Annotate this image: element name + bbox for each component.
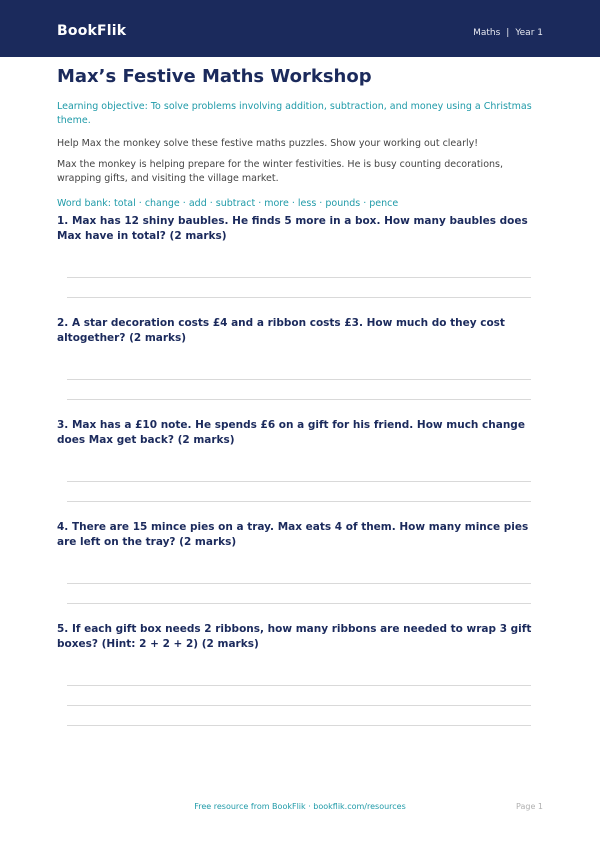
page-number: Page 1 [516, 802, 543, 811]
question-5 [57, 622, 543, 652]
question-text: 2. A star decoration costs £4 and a ribbon costs £3. How much do they cost altogether? (2 marks) [57, 317, 505, 344]
question-text: 1. Max has 12 shiny baubles. He finds 5 more in a box. How many baubles does Max have in total? (2 marks) [57, 215, 528, 242]
answer-line[interactable] [67, 685, 531, 686]
answer-line[interactable] [67, 583, 531, 584]
answer-line[interactable] [67, 705, 531, 706]
answer-line[interactable] [67, 399, 531, 400]
intro-text: Max the monkey is helping prepare for the winter festivities. He is busy counting decorations, wrapping gifts, and visiting the village market. [57, 159, 504, 184]
subject-label: Maths [473, 28, 501, 38]
subject-meta [473, 28, 543, 38]
year-label: Year 1 [515, 28, 543, 38]
learning-objective: Learning objective: To solve problems involving addition, subtraction, and money using a Christmas theme. [57, 101, 532, 126]
word-bank: Word bank: total · change · add · subtract · more · less · pounds · pence [57, 198, 399, 209]
answer-line[interactable] [67, 481, 531, 482]
instruction-text: Help Max the monkey solve these festive maths puzzles. Show your working out clearly! [57, 138, 479, 149]
answer-line[interactable] [67, 277, 531, 278]
question-text: 5. If each gift box needs 2 ribbons, how many ribbons are needed to wrap 3 gift boxes? (Hint: 2 + 2 + 2) (2 marks) [57, 623, 532, 650]
answer-line[interactable] [67, 725, 531, 726]
question-text: 4. There are 15 mince pies on a tray. Max eats 4 of them. How many mince pies are left on the tray? (2 marks) [57, 521, 529, 548]
question-1 [57, 214, 543, 244]
meta-separator: | [506, 28, 510, 38]
footer-resource-link[interactable]: Free resource from BookFlik · bookflik.com/resources [194, 802, 406, 811]
question-text: 3. Max has a £10 note. He spends £6 on a gift for his friend. How much change does Max get back? (2 marks) [57, 419, 525, 446]
question-3 [57, 418, 543, 448]
header-bar [0, 0, 600, 57]
brand-logo[interactable]: BookFlik [57, 23, 127, 39]
answer-line[interactable] [67, 603, 531, 604]
answer-line[interactable] [67, 501, 531, 502]
answer-line[interactable] [67, 297, 531, 298]
worksheet-intro [57, 64, 543, 211]
question-4 [57, 520, 543, 550]
answer-line[interactable] [67, 379, 531, 380]
question-2 [57, 316, 543, 346]
page-title: Max’s Festive Maths Workshop [57, 66, 372, 87]
